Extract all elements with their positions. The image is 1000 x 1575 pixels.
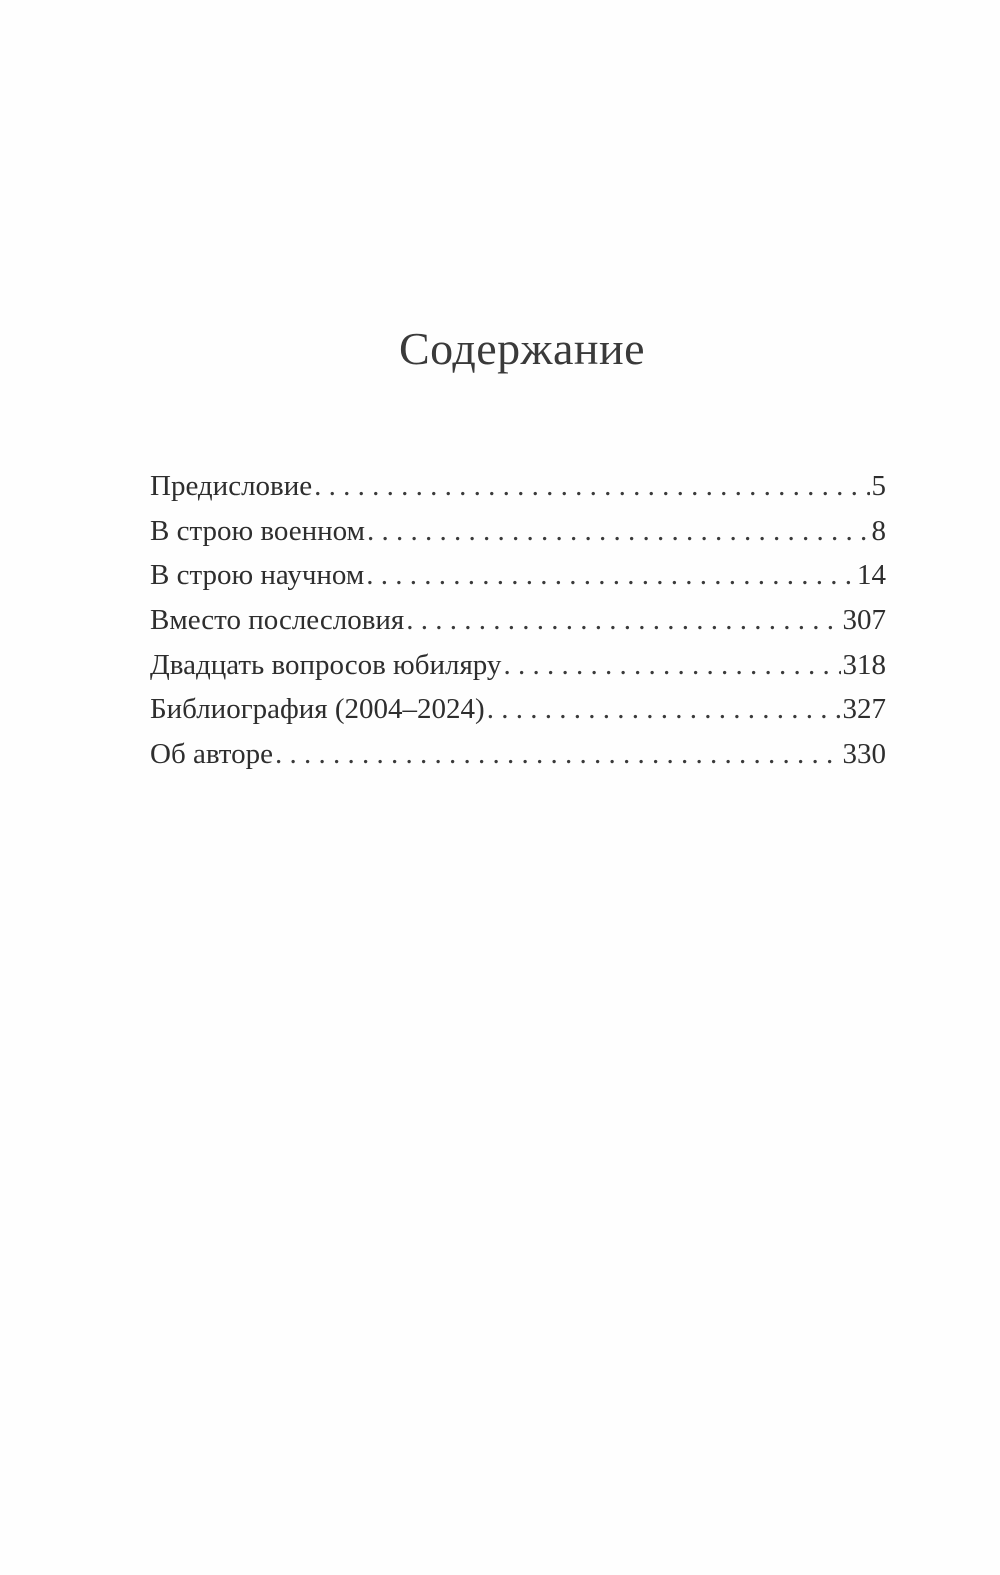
- toc-entry-bibliography: [150, 687, 886, 732]
- toc-entry-page: 8: [871, 514, 886, 547]
- toc-dot-leader: [367, 509, 870, 554]
- toc-entry-label: Об авторе: [150, 738, 273, 771]
- toc-entry-afterword: [150, 598, 886, 643]
- toc-entry-label: Предисловие: [150, 470, 313, 502]
- toc-entry-page: 307: [842, 604, 886, 637]
- toc-entry-label: Вместо послесловия: [150, 604, 405, 637]
- toc-dot-leader: [366, 553, 855, 598]
- toc-entry-label: В строю военном: [150, 514, 365, 547]
- toc-entry-twenty-questions: [150, 643, 886, 688]
- toc-entry-scientific: [150, 553, 886, 598]
- toc-entry-page: 14: [857, 559, 886, 592]
- toc-dot-leader: [406, 598, 840, 643]
- toc-entry-label: Библиография (2004–2024): [150, 693, 485, 726]
- toc-entry-label: В строю научном: [150, 559, 365, 592]
- toc-entry-military: [150, 509, 886, 554]
- toc-entry-about-author: [150, 732, 886, 777]
- toc-entry-page: 327: [842, 693, 886, 726]
- toc-dot-leader: [275, 732, 841, 777]
- toc-entry-page: 318: [842, 648, 886, 681]
- toc-dot-leader: [314, 464, 869, 509]
- toc-entry-page: 330: [842, 738, 886, 771]
- toc-dot-leader: [503, 643, 840, 688]
- toc-dot-leader: [487, 687, 841, 732]
- page-title: Содержание: [398, 323, 646, 374]
- toc-entry-label: Двадцать вопросов юбиляру: [150, 648, 502, 681]
- toc-entry-page: 5: [871, 470, 886, 502]
- toc-entry-preface: [150, 464, 886, 509]
- table-of-contents: [150, 464, 886, 777]
